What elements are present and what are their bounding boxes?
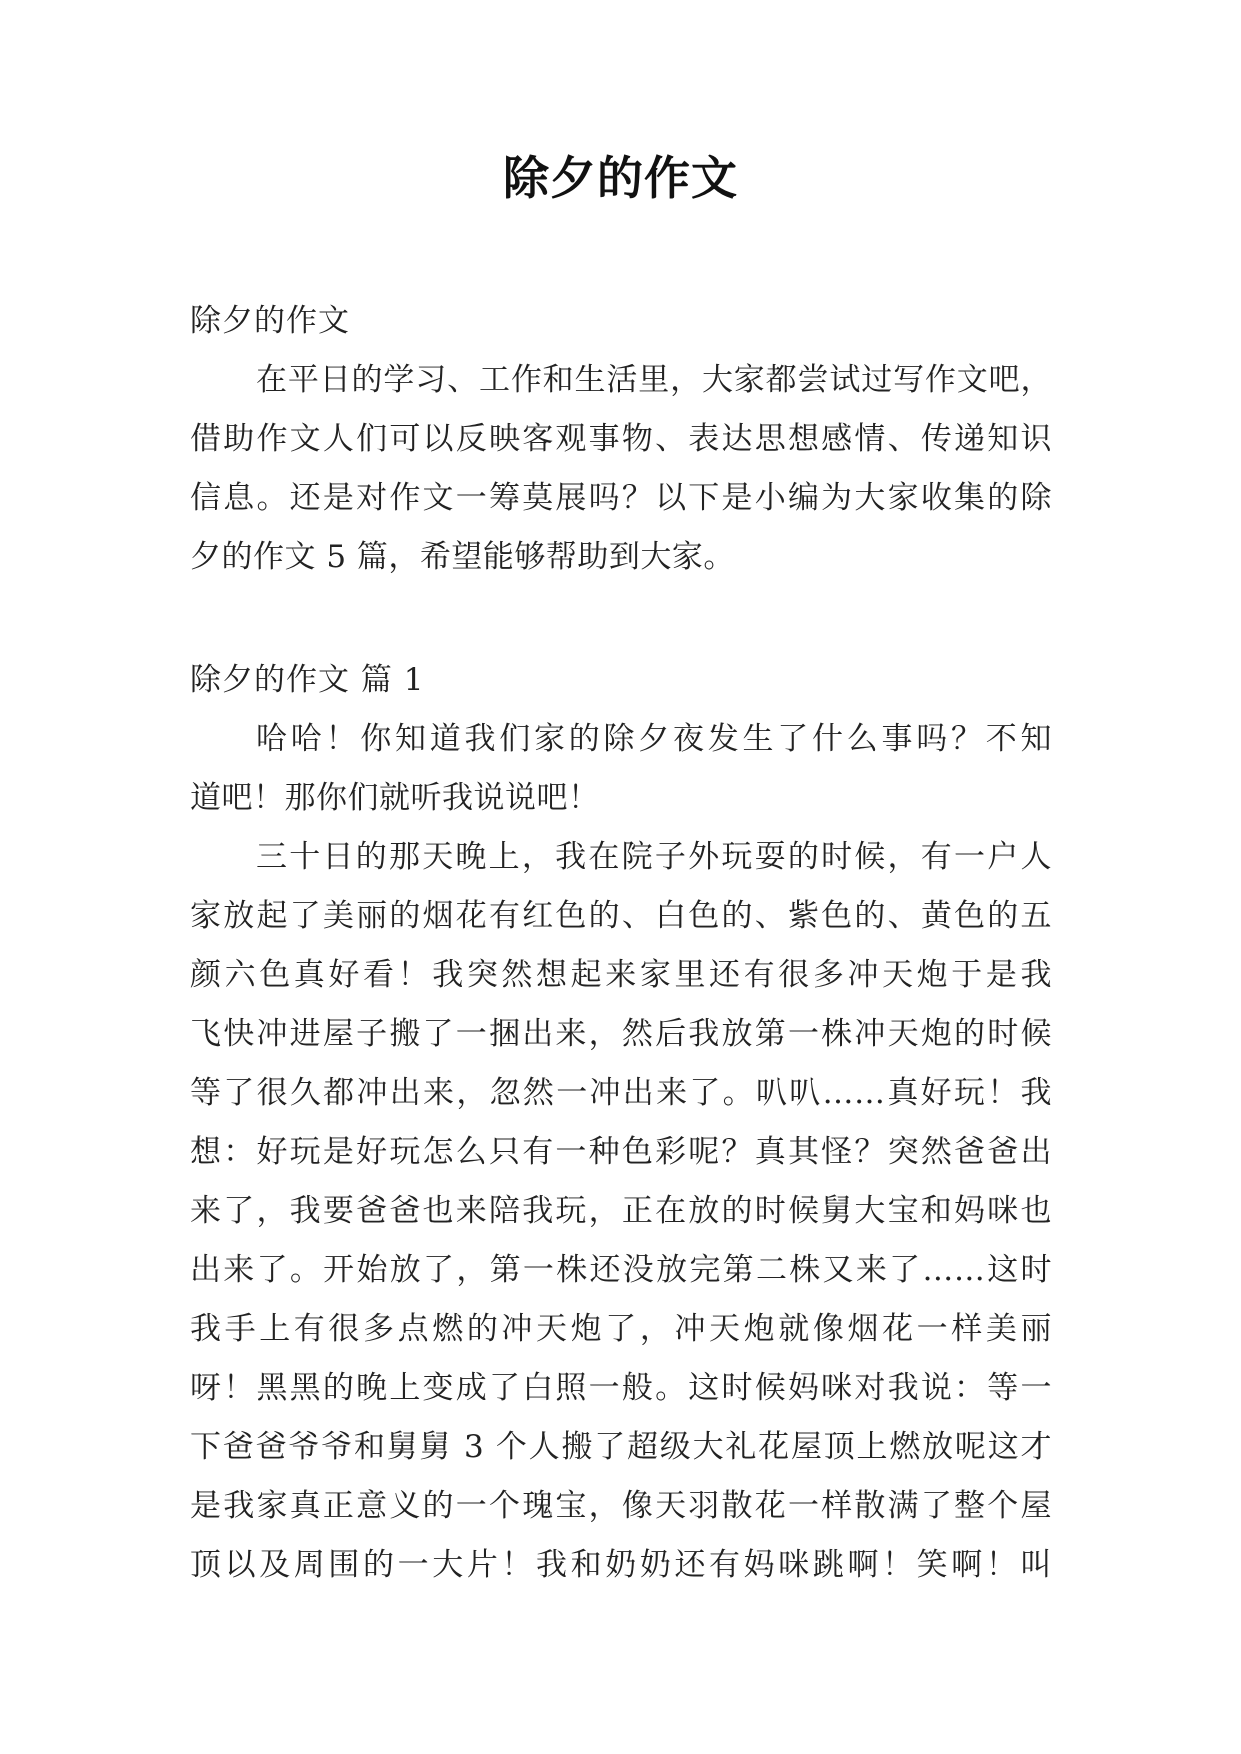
para2-line-4: 飞快冲进屋子搬了一捆出来，然后我放第一株冲天炮的时候 (190, 1016, 1052, 1052)
para2-line-11: 下爸爸爷爷和舅舅 3 个人搬了超级大礼花屋顶上燃放呢这才 (190, 1429, 1052, 1465)
para2-line-5: 等了很久都冲出来，忽然一冲出来了。叭叭……真好玩！我 (190, 1075, 1052, 1111)
para2-line-3: 颜六色真好看！我突然想起来家里还有很多冲天炮于是我 (190, 957, 1052, 993)
document-body (190, 292, 1052, 1595)
para2-line-6: 想：好玩是好玩怎么只有一种色彩呢？真其怪？突然爸爸出 (190, 1134, 1052, 1170)
para2-line-8: 出来了。开始放了，第一株还没放完第二株又来了……这时 (190, 1252, 1052, 1288)
section1-paragraph-1 (190, 710, 1052, 828)
para2-line-12: 是我家真正意义的一个瑰宝，像天羽散花一样散满了整个屋 (190, 1488, 1052, 1524)
intro-line-2: 借助作文人们可以反映客观事物、表达思想感情、传递知识 (190, 421, 1052, 457)
para2-line-10: 呀！黑黑的晚上变成了白照一般。这时候妈咪对我说：等一 (190, 1370, 1052, 1406)
para2-line-9: 我手上有很多点燃的冲天炮了，冲天炮就像烟花一样美丽 (190, 1311, 1052, 1347)
intro-line-4: 夕的作文 5 篇，希望能够帮助到大家。 (190, 539, 735, 575)
section-spacer (190, 587, 1052, 651)
section-heading-1: 除夕的作文 篇 1 (190, 662, 425, 698)
para1-line-2: 道吧！那你们就听我说说吧！ (190, 780, 600, 816)
para2-line-13: 顶以及周围的一大片！我和奶奶还有妈咪跳啊！笑啊！叫 (190, 1547, 1052, 1583)
document-title: 除夕的作文 (503, 151, 738, 205)
para2-line-1: 三十日的那天晚上，我在院子外玩耍的时候，有一户人 (256, 839, 1052, 875)
intro-line-1: 在平日的学习、工作和生活里，大家都尝试过写作文吧， (256, 362, 1052, 398)
intro-paragraph (190, 351, 1052, 587)
para2-line-7: 来了，我要爸爸也来陪我玩，正在放的时候舅大宝和妈咪也 (190, 1193, 1052, 1229)
para2-line-2: 家放起了美丽的烟花有红色的、白色的、紫色的、黄色的五 (190, 898, 1052, 934)
para1-line-1: 哈哈！你知道我们家的除夕夜发生了什么事吗？不知 (256, 721, 1052, 757)
intro-heading: 除夕的作文 (190, 303, 350, 339)
intro-line-3: 信息。还是对作文一筹莫展吗？以下是小编为大家收集的除 (190, 480, 1052, 516)
section1-paragraph-2 (190, 828, 1052, 1595)
